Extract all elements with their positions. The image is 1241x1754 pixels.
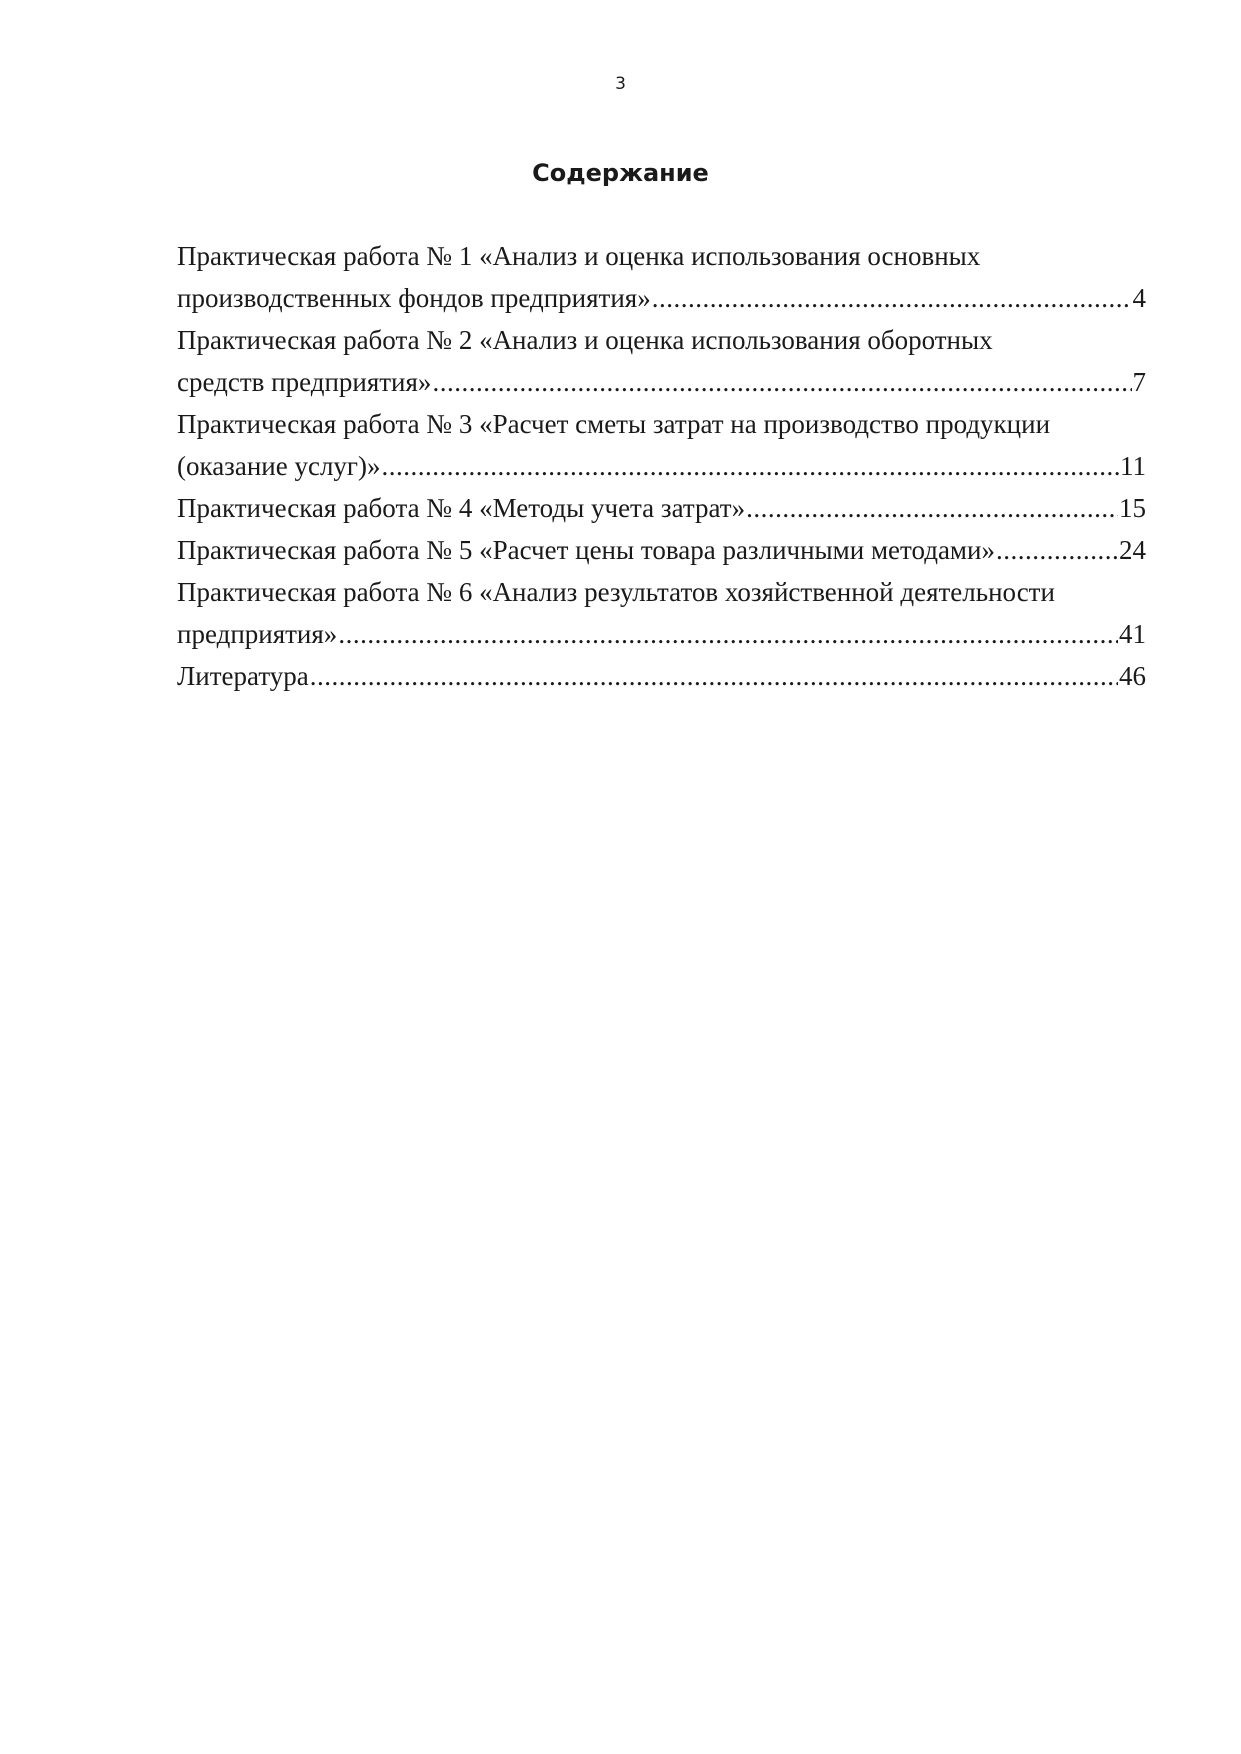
toc-entry-last-line bbox=[177, 277, 1146, 319]
toc-page-number: 24 bbox=[1119, 535, 1146, 565]
toc-entry-line: Практическая работа № 1 «Анализ и оценка использования основных bbox=[177, 241, 981, 271]
toc-entry[interactable] bbox=[177, 571, 1146, 655]
toc-entry-text: (оказание услуг)» bbox=[177, 451, 381, 481]
toc-page-number: 4 bbox=[1132, 283, 1146, 313]
toc-title: Содержание bbox=[532, 159, 709, 187]
toc-entry-line: Практическая работа № 2 «Анализ и оценка использования оборотных bbox=[177, 325, 993, 355]
toc-entry[interactable] bbox=[177, 235, 1146, 319]
toc-leader-dots bbox=[382, 445, 1120, 487]
toc-leader-dots bbox=[310, 655, 1118, 697]
toc-page-number: 41 bbox=[1119, 619, 1146, 649]
toc-entry-text: предприятия» bbox=[177, 619, 338, 649]
toc-entry-text: Практическая работа № 5 «Расчет цены товара различными методами» bbox=[177, 535, 995, 565]
toc-entry-last-line bbox=[177, 529, 1146, 571]
toc-entry-last-line bbox=[177, 655, 1146, 697]
toc-entry[interactable] bbox=[177, 655, 1146, 697]
toc-entry-last-line bbox=[177, 487, 1146, 529]
toc-entry-text: Практическая работа № 4 «Методы учета затрат» bbox=[177, 493, 746, 523]
toc-entry-text: Литература bbox=[177, 661, 309, 691]
toc-page-number: 7 bbox=[1132, 367, 1146, 397]
toc-entry[interactable] bbox=[177, 403, 1146, 487]
toc-entry-last-line bbox=[177, 361, 1146, 403]
toc-entry-line: Практическая работа № 3 «Расчет сметы затрат на производство продукции bbox=[177, 409, 1051, 439]
table-of-contents bbox=[177, 235, 1146, 697]
toc-page-number: 15 bbox=[1119, 493, 1146, 523]
toc-entry[interactable] bbox=[177, 487, 1146, 529]
page-number: 3 bbox=[615, 74, 626, 94]
toc-page-number: 46 bbox=[1119, 661, 1146, 691]
toc-entry-line: Практическая работа № 6 «Анализ результатов хозяйственной деятельности bbox=[177, 577, 1055, 607]
toc-leader-dots bbox=[652, 277, 1132, 319]
toc-leader-dots bbox=[996, 529, 1118, 571]
toc-page-number: 11 bbox=[1120, 451, 1146, 481]
toc-leader-dots bbox=[338, 613, 1118, 655]
toc-leader-dots bbox=[432, 361, 1131, 403]
toc-entry[interactable] bbox=[177, 319, 1146, 403]
toc-entry-text: средств предприятия» bbox=[177, 367, 432, 397]
toc-entry-last-line bbox=[177, 445, 1146, 487]
toc-leader-dots bbox=[746, 487, 1118, 529]
toc-entry-text: производственных фондов предприятия» bbox=[177, 283, 651, 313]
toc-entry[interactable] bbox=[177, 529, 1146, 571]
toc-entry-last-line bbox=[177, 613, 1146, 655]
